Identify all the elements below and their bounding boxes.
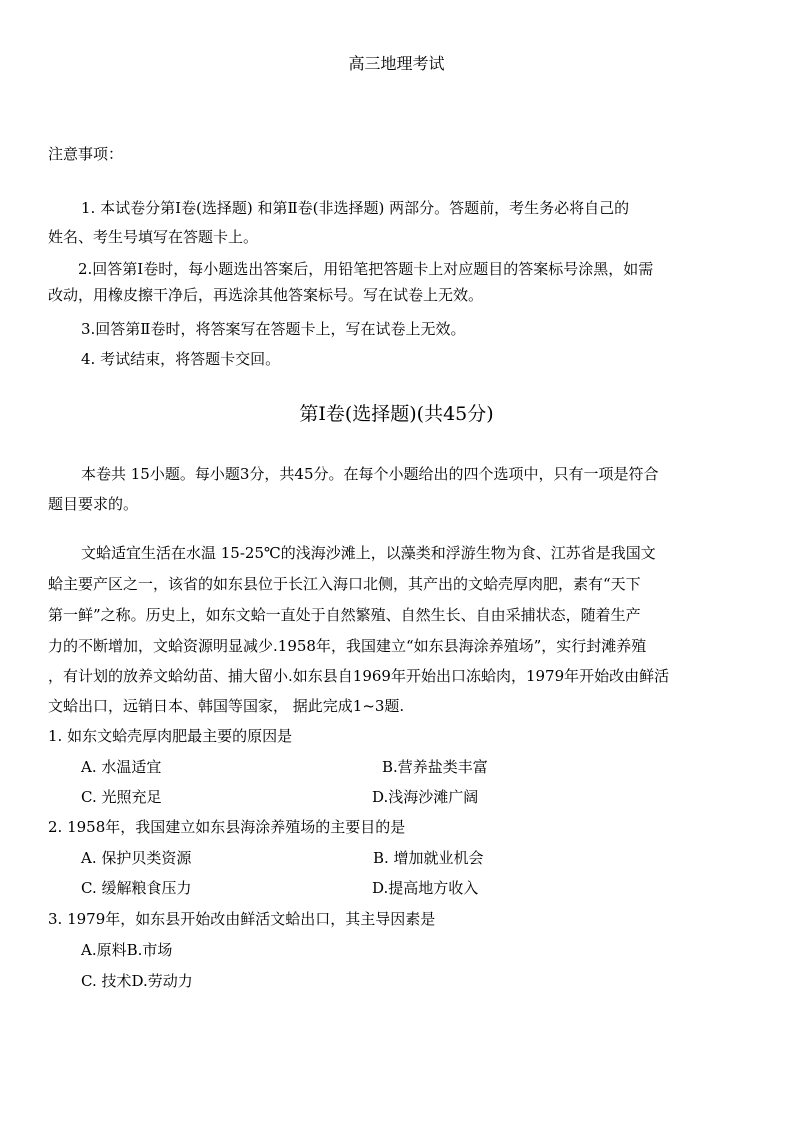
notice-1-line-2: 姓名、考生号填写在答题卡上。 — [48, 228, 259, 246]
notice-3: 3.回答第Ⅱ卷时，将答案写在答题卡上，写在试卷上无效。 — [81, 320, 466, 338]
section-1-intro-line-1: 本卷共 15小题。每小题3分，共45分。在每个小题给出的四个选项中，只有一项是符合 — [81, 465, 659, 483]
question-1-option-b: B.营养盐类丰富 — [382, 758, 488, 776]
passage-line-1: 文蛤适宜生活在水温 15-25℃的浅海沙滩上，以藻类和浮游生物为食、江苏省是我国文 — [81, 544, 656, 562]
section-1-title: 第Ⅰ卷(选择题)(共45分) — [299, 403, 494, 425]
question-2-option-b: B. 增加就业机会 — [373, 849, 484, 867]
notice-1-line-1: 1. 本试卷分第Ⅰ卷(选择题) 和第Ⅱ卷(非选择题) 两部分。答题前，考生务必将自己的 — [81, 199, 630, 217]
question-2-option-d: D.提高地方收入 — [372, 879, 479, 897]
question-3-options-cd: C. 技术D.劳动力 — [81, 972, 193, 990]
notice-2-line-2: 改动，用橡皮擦干净后，再选涂其他答案标号。写在试卷上无效。 — [48, 286, 484, 304]
question-2-stem: 2. 1958年，我国建立如东县海涂养殖场的主要目的是 — [48, 818, 406, 836]
exam-title: 高三地理考试 — [348, 54, 445, 73]
notice-heading: 注意事项： — [48, 145, 124, 163]
passage-line-3: 第一鲜”之称。历史上，如东文蛤一直处于自然繁殖、自然生长、自由采捕状态，随着生产 — [48, 606, 641, 624]
question-3-stem: 3. 1979年，如东县开始改由鲜活文蛤出口，其主导因素是 — [48, 910, 436, 928]
question-1-stem: 1. 如东文蛤壳厚肉肥最主要的原因是 — [48, 727, 293, 745]
question-1-option-c: C. 光照充足 — [81, 788, 162, 806]
notice-2-line-1: 2.回答第Ⅰ卷时，每小题选出答案后，用铅笔把答题卡上对应题目的答案标号涂黑，如需 — [78, 260, 654, 278]
passage-line-4: 力的不断增加，文蛤资源明显减少.1958年，我国建立“如东县海涂养殖场”，实行封滩养殖 — [48, 637, 647, 655]
passage-line-6: 文蛤出口，远销日本、韩国等国家， 据此完成1~3题. — [48, 697, 405, 715]
question-2-option-a: A. 保护贝类资源 — [81, 849, 192, 867]
passage-line-2: 蛤主要产区之一，该省的如东县位于长江入海口北侧，其产出的文蛤壳厚肉肥，素有“天下 — [48, 575, 641, 593]
question-2-option-c: C. 缓解粮食压力 — [81, 879, 192, 897]
question-3-options-ab: A.原料B.市场 — [81, 941, 173, 959]
notice-4: 4. 考试结束，将答题卡交回。 — [81, 350, 281, 368]
passage-line-5: ，有计划的放养文蛤幼苗、捕大留小.如东县自1969年开始出口冻蛤肉，1979年开始改由鲜活 — [48, 667, 670, 685]
question-1-option-d: D.浅海沙滩广阔 — [372, 788, 479, 806]
section-1-intro-line-2: 题目要求的。 — [48, 495, 139, 513]
question-1-option-a: A. 水温适宜 — [81, 758, 162, 776]
